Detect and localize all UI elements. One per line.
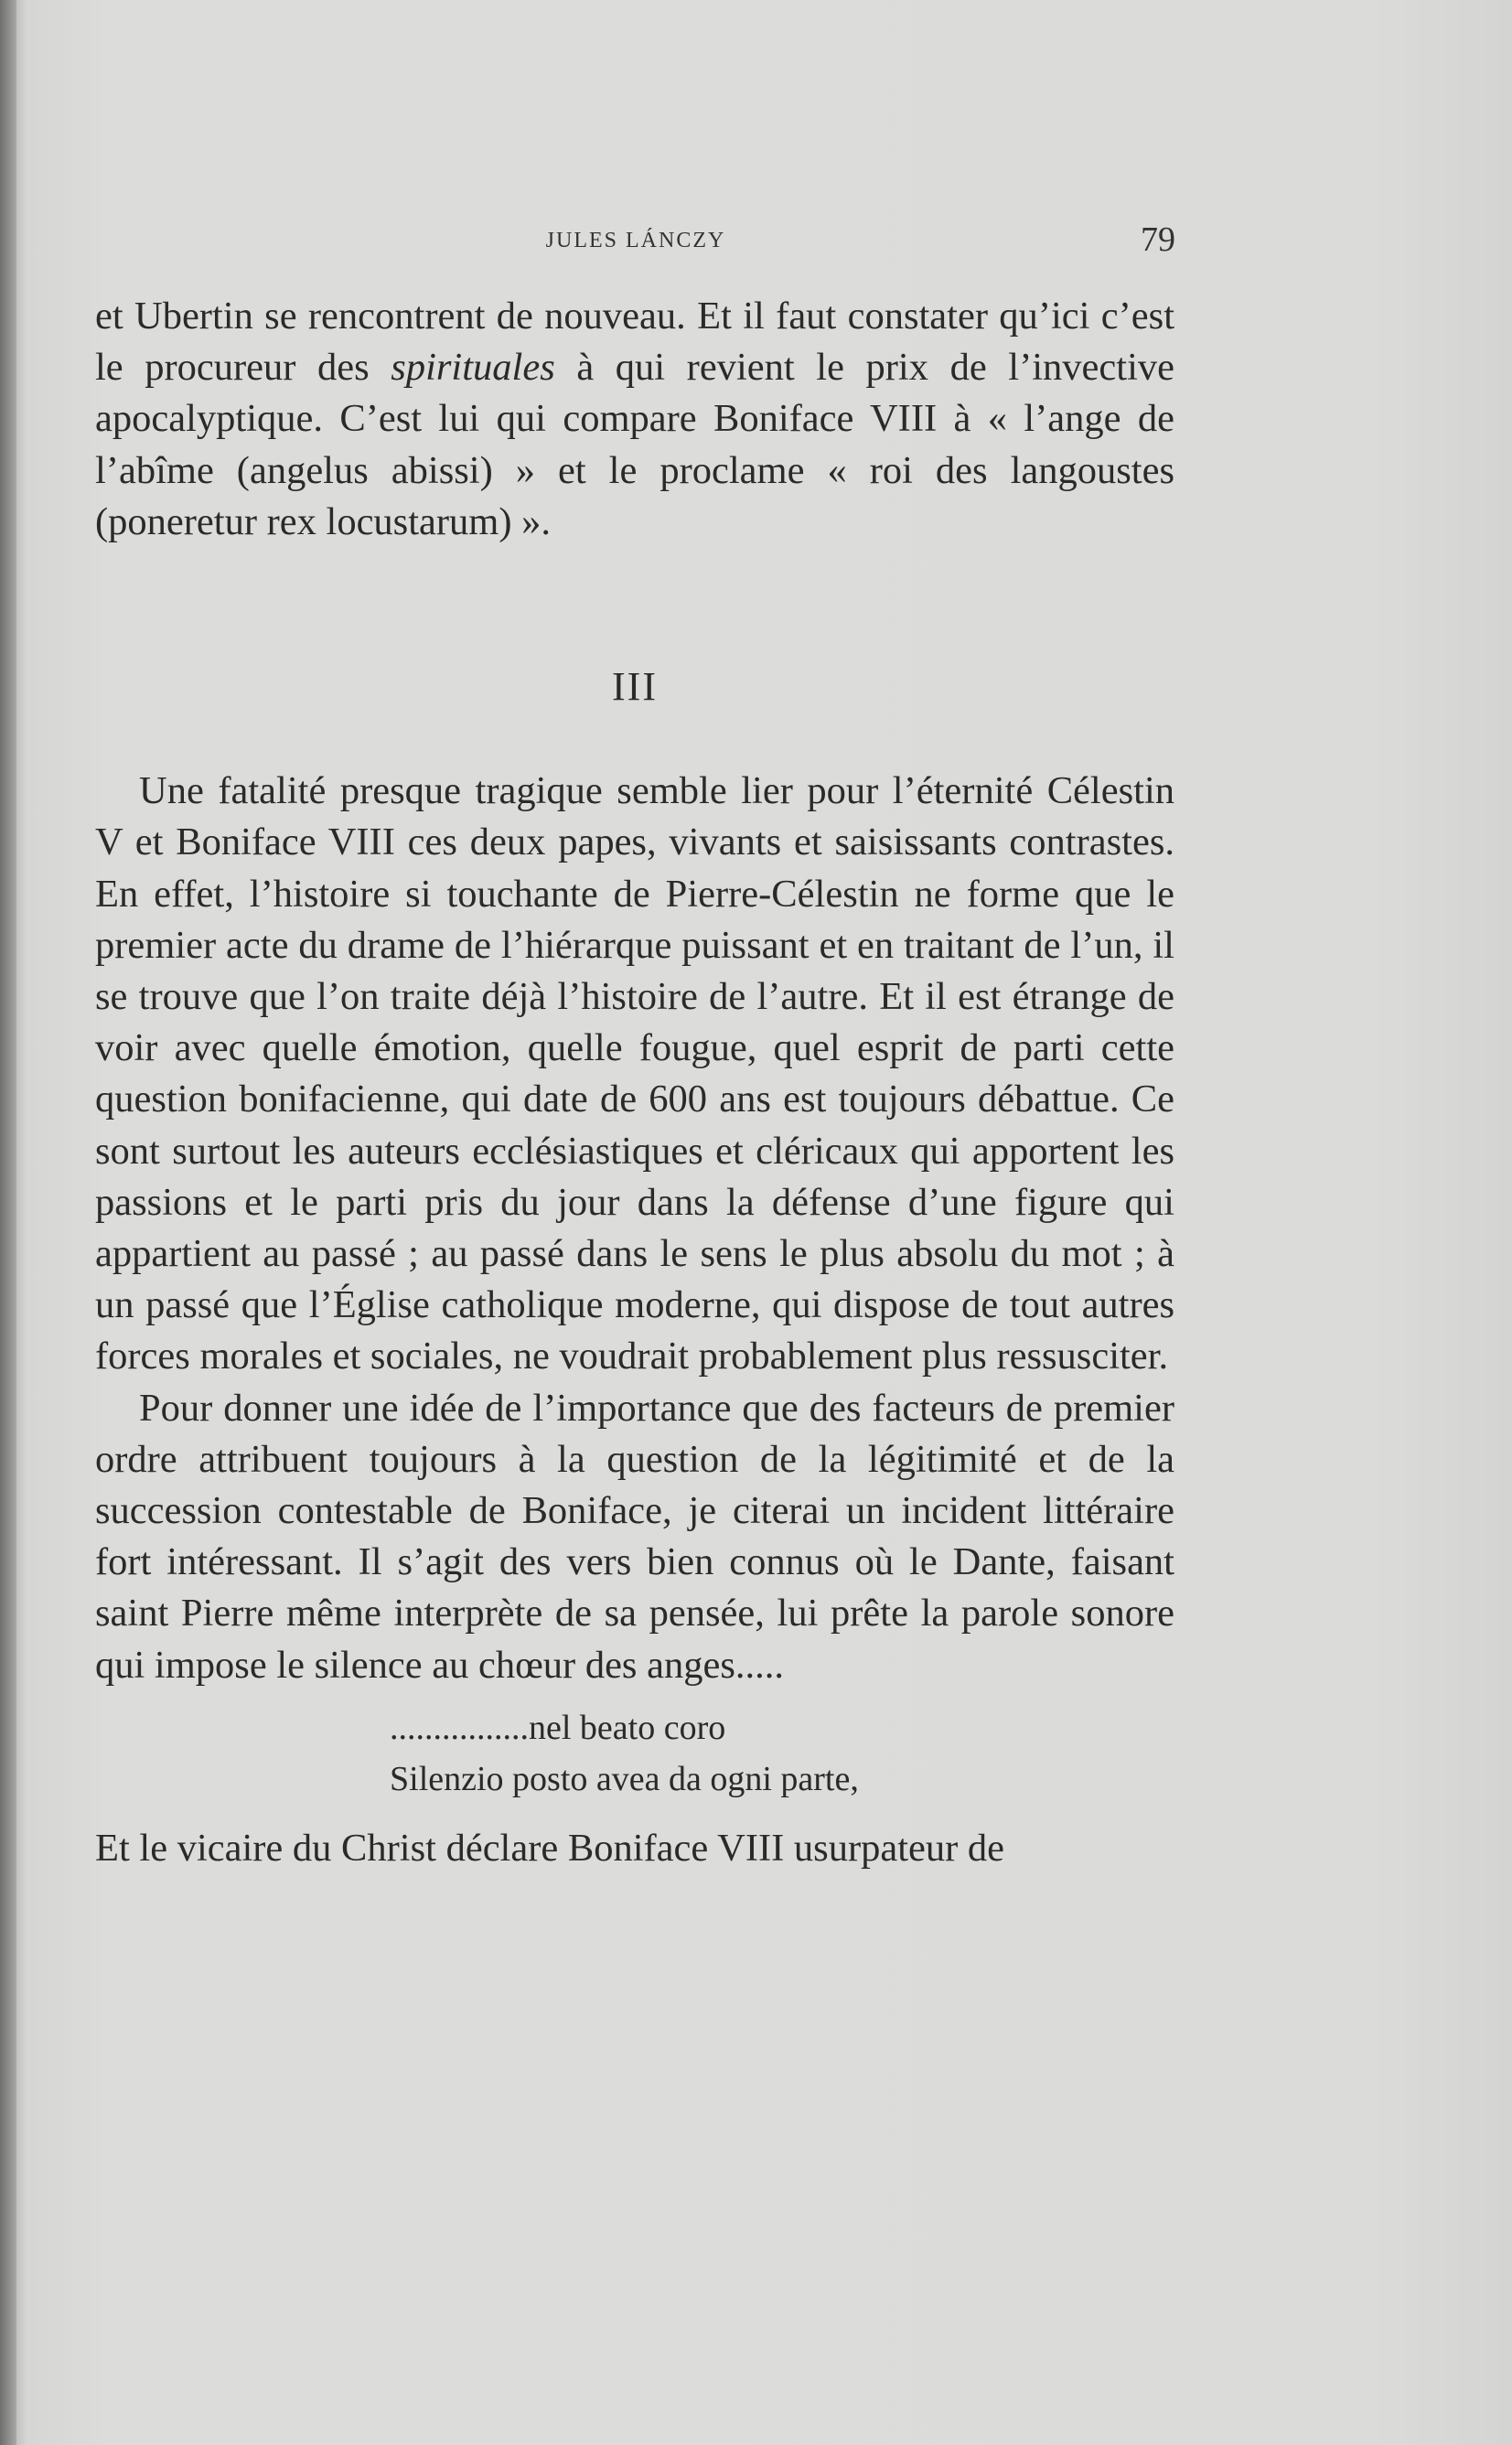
opening-text-end: à qui revient le prix de l’invective apocalyptique. C’est lui qui compare Boniface VIII à « l’ange de l’abîme (angelus abissi) » et le proclame « roi des langoustes (poneretur rex locustarum) ». [95,346,1174,543]
binding-gutter [0,0,16,2445]
verse-quote [390,1702,1174,1805]
paragraph-1: Une fatalité presque tragique semble lier pour l’éternité Célestin V et Boniface VIII ces deux papes, vivants et saisissants contrastes. En effet, l’histoire si touchante de Pierre-Célestin ne forme que le premier acte du drame de l’hiérarque puissant et en traitant de l’un, il se trouve que l’on traite déjà l’histoire de l’autre. Et il est étrange de voir avec quelle émotion, quelle fougue, quel esprit de parti cette question bonifacienne, qui date de 600 ans est toujours débattue. Ce sont surtout les auteurs ecclésiastiques et cléricaux qui apportent les passions et le parti pris du jour dans la défense d’une figure qui appartient au passé ; au passé dans le sens le plus absolu du mot ; à un passé que l’Église catholique moderne, qui dispose de tout autres forces morales et sociales, ne voudrait probablement plus ressusciter. [95,769,1174,1378]
italic-term: spirituales [391,346,555,390]
section-heading: III [612,664,658,710]
opening-paragraph [95,291,1174,548]
opening-text-start: et Ubertin se rencontrent de nouveau. Et il faut constater qu’ici c’est le procureur des [95,295,1174,390]
running-header [96,220,1175,274]
closing-line: Et le vicaire du Christ déclare Boniface VIII usurpateur de [95,1826,1005,1870]
verse-line-1: ................nel beato coro [390,1708,726,1747]
page-number: 79 [1141,220,1175,259]
paragraph-2: Pour donner une idée de l’importance que des facteurs de premier ordre attribuent toujours à la question de la légitimité et de la succession contestable de Boniface, je citerai un incident littéraire fort intéressant. Il s’agit des vers bien connus où le Dante, faisant saint Pierre même interprète de sa pensée, lui prête la parole sonore qui impose le silence au chœur des anges..... [95,1386,1174,1687]
main-text [95,291,1174,1874]
running-title: JULES LÁNCZY [545,229,726,252]
verse-line-2: Silenzio posto avea da ogni parte, [390,1759,859,1798]
